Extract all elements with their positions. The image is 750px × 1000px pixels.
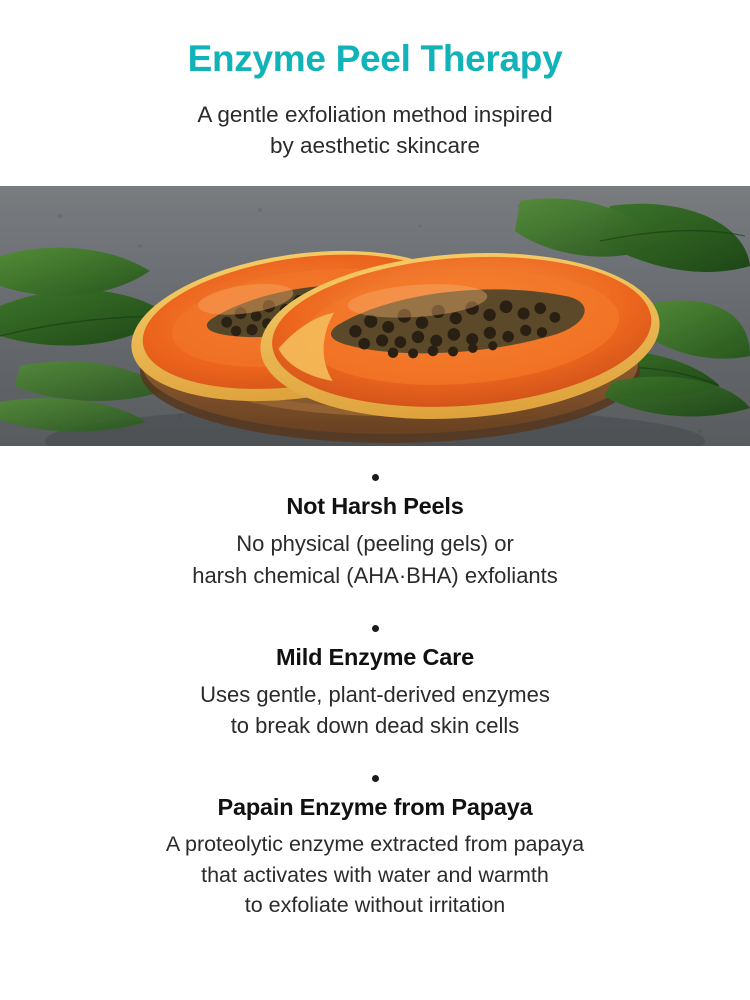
feature-title: Mild Enzyme Care — [276, 643, 474, 670]
feature-item-not-harsh-peels — [24, 474, 726, 590]
bullet-dot-icon — [372, 625, 379, 632]
feature-item-papain-enzyme-from-papaya — [24, 775, 726, 921]
bullet-dot-icon — [372, 474, 379, 481]
feature-title: Papain Enzyme from Papaya — [217, 794, 533, 821]
page-header — [0, 0, 750, 162]
papaya-photo-illustration — [0, 186, 750, 446]
page-subtitle-line-1: A gentle exfoliation method inspired — [197, 101, 553, 127]
page-title: Enzyme Peel Therapy — [187, 38, 563, 79]
feature-description-line-2: harsh chemical (AHA·BHA) exfoliants — [192, 562, 558, 588]
feature-description-line-3: to exfoliate without irritation — [244, 893, 506, 918]
feature-description-line-2: that activates with water and warmth — [201, 862, 549, 887]
feature-title: Not Harsh Peels — [286, 493, 464, 520]
feature-item-mild-enzyme-care — [24, 625, 726, 741]
feature-description-line-1: A proteolytic enzyme extracted from papaya — [165, 832, 585, 857]
bullet-dot-icon — [372, 775, 379, 782]
page-subtitle-line-2: by aesthetic skincare — [269, 133, 481, 159]
feature-list — [0, 446, 750, 1000]
papaya-photo — [0, 186, 750, 446]
feature-description — [24, 679, 726, 741]
feature-description-line-1: No physical (peeling gels) or — [236, 531, 514, 557]
feature-description-line-2: to break down dead skin cells — [230, 713, 520, 739]
feature-description — [24, 528, 726, 590]
page-subtitle — [30, 99, 720, 163]
feature-description — [24, 829, 726, 921]
feature-description-line-1: Uses gentle, plant-derived enzymes — [200, 681, 550, 707]
